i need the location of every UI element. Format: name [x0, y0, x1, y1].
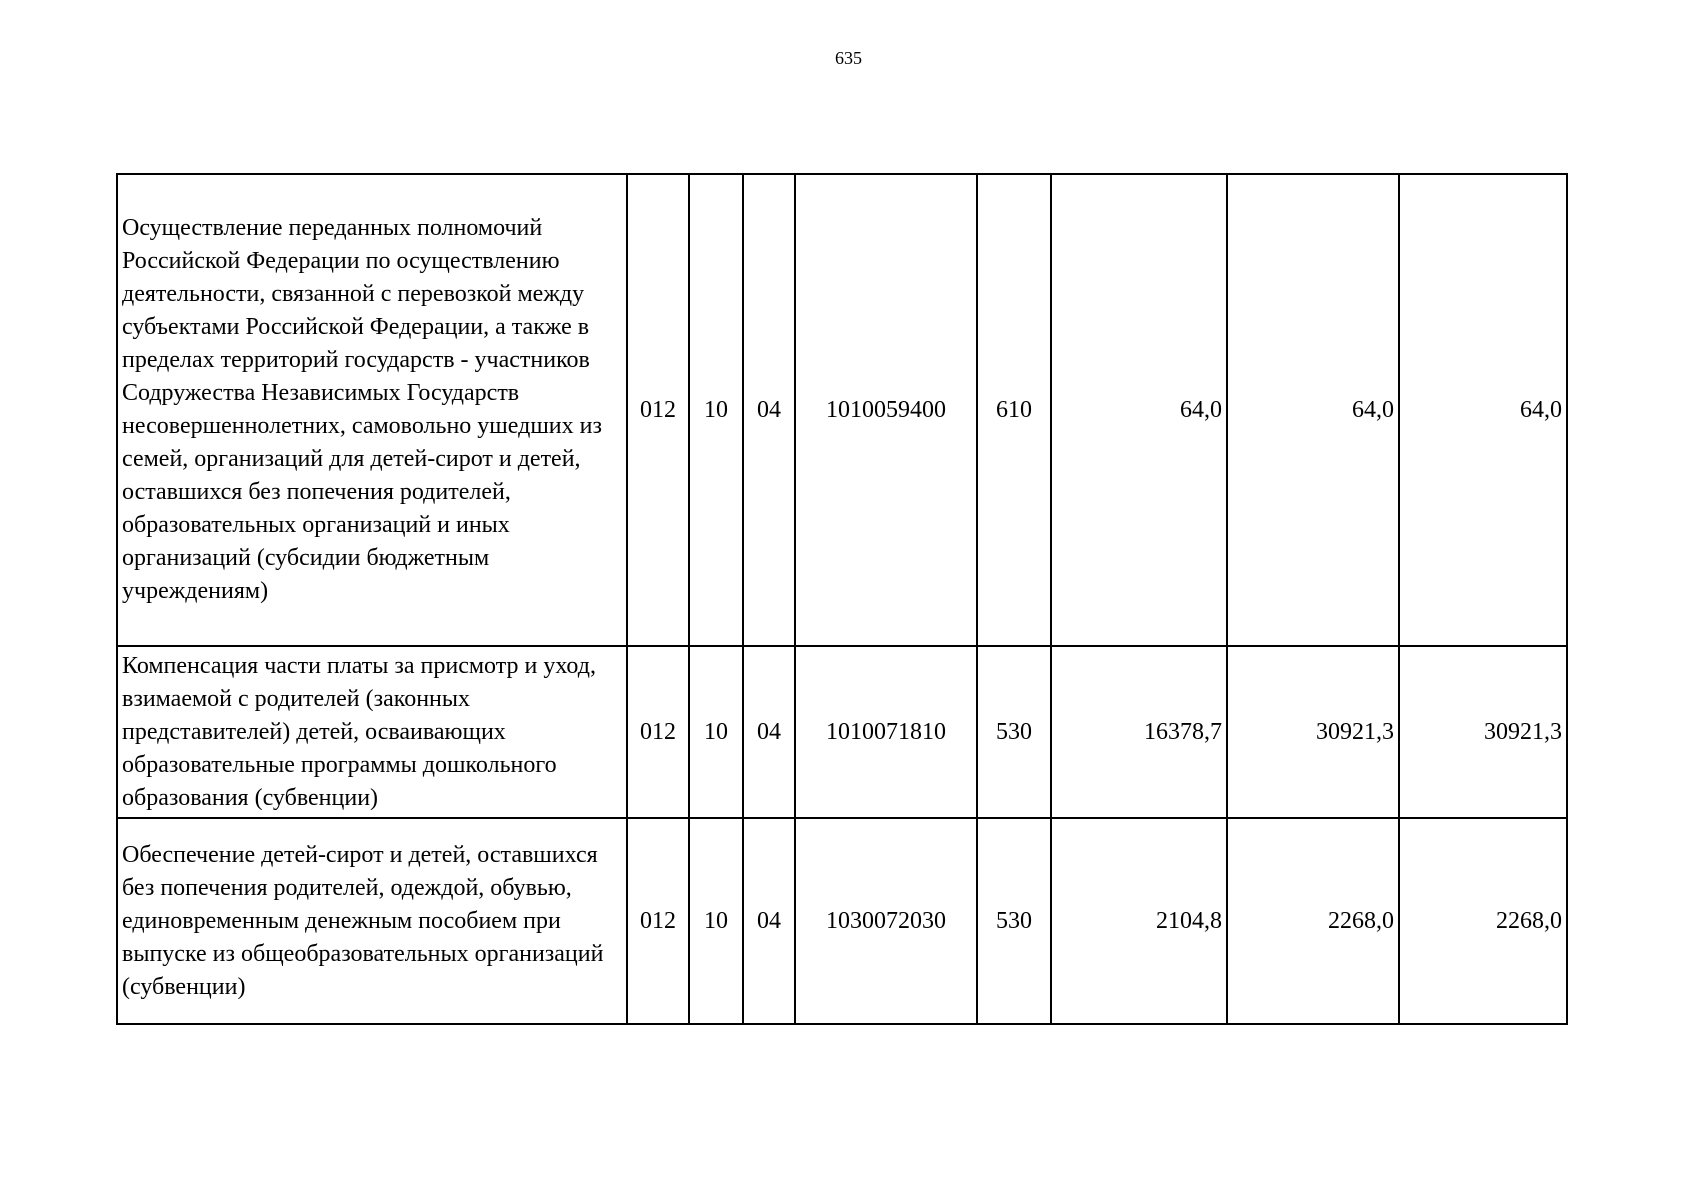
section-code: 10 [689, 818, 743, 1024]
row-description: Обеспечение детей-сирот и детей, оставшихся без попечения родителей, одеждой, обувью, единовременным денежным пособием при выпуске из общеобразовательных организаций (субвенции) [117, 818, 627, 1024]
amount-3: 64,0 [1399, 174, 1567, 646]
subsection-code: 04 [743, 646, 795, 818]
amount-3: 2268,0 [1399, 818, 1567, 1024]
table-row [117, 646, 1567, 818]
expense-type-code: 610 [977, 174, 1051, 646]
target-article-code: 1010059400 [795, 174, 977, 646]
page-number: 635 [835, 48, 862, 68]
amount-1: 16378,7 [1051, 646, 1227, 818]
amount-2: 64,0 [1227, 174, 1399, 646]
row-description: Осуществление переданных полномочий Российской Федерации по осуществлению деятельности, связанной с перевозкой между субъектами Российской Федерации, а также в пределах территорий государств - участников Содружества Независимых Государств несовершеннолетних, самовольно ушедших из семей, организаций для детей-сирот и детей, оставшихся без попечения родителей, образовательных организаций и иных организаций (субсидии бюджетным учреждениям) [117, 174, 627, 646]
subsection-code: 04 [743, 174, 795, 646]
ministry-code: 012 [627, 646, 689, 818]
expense-type-code: 530 [977, 646, 1051, 818]
target-article-code: 1030072030 [795, 818, 977, 1024]
table-row [117, 174, 1567, 646]
ministry-code: 012 [627, 818, 689, 1024]
table-row [117, 818, 1567, 1024]
expense-type-code: 530 [977, 818, 1051, 1024]
amount-1: 64,0 [1051, 174, 1227, 646]
row-description: Компенсация части платы за присмотр и уход, взимаемой с родителей (законных представителей) детей, осваивающих образовательные программы дошкольного образования (субвенции) [117, 646, 627, 818]
section-code: 10 [689, 174, 743, 646]
section-code: 10 [689, 646, 743, 818]
amount-1: 2104,8 [1051, 818, 1227, 1024]
amount-2: 2268,0 [1227, 818, 1399, 1024]
ministry-code: 012 [627, 174, 689, 646]
amount-3: 30921,3 [1399, 646, 1567, 818]
amount-2: 30921,3 [1227, 646, 1399, 818]
target-article-code: 1010071810 [795, 646, 977, 818]
budget-table [116, 173, 1568, 1025]
subsection-code: 04 [743, 818, 795, 1024]
